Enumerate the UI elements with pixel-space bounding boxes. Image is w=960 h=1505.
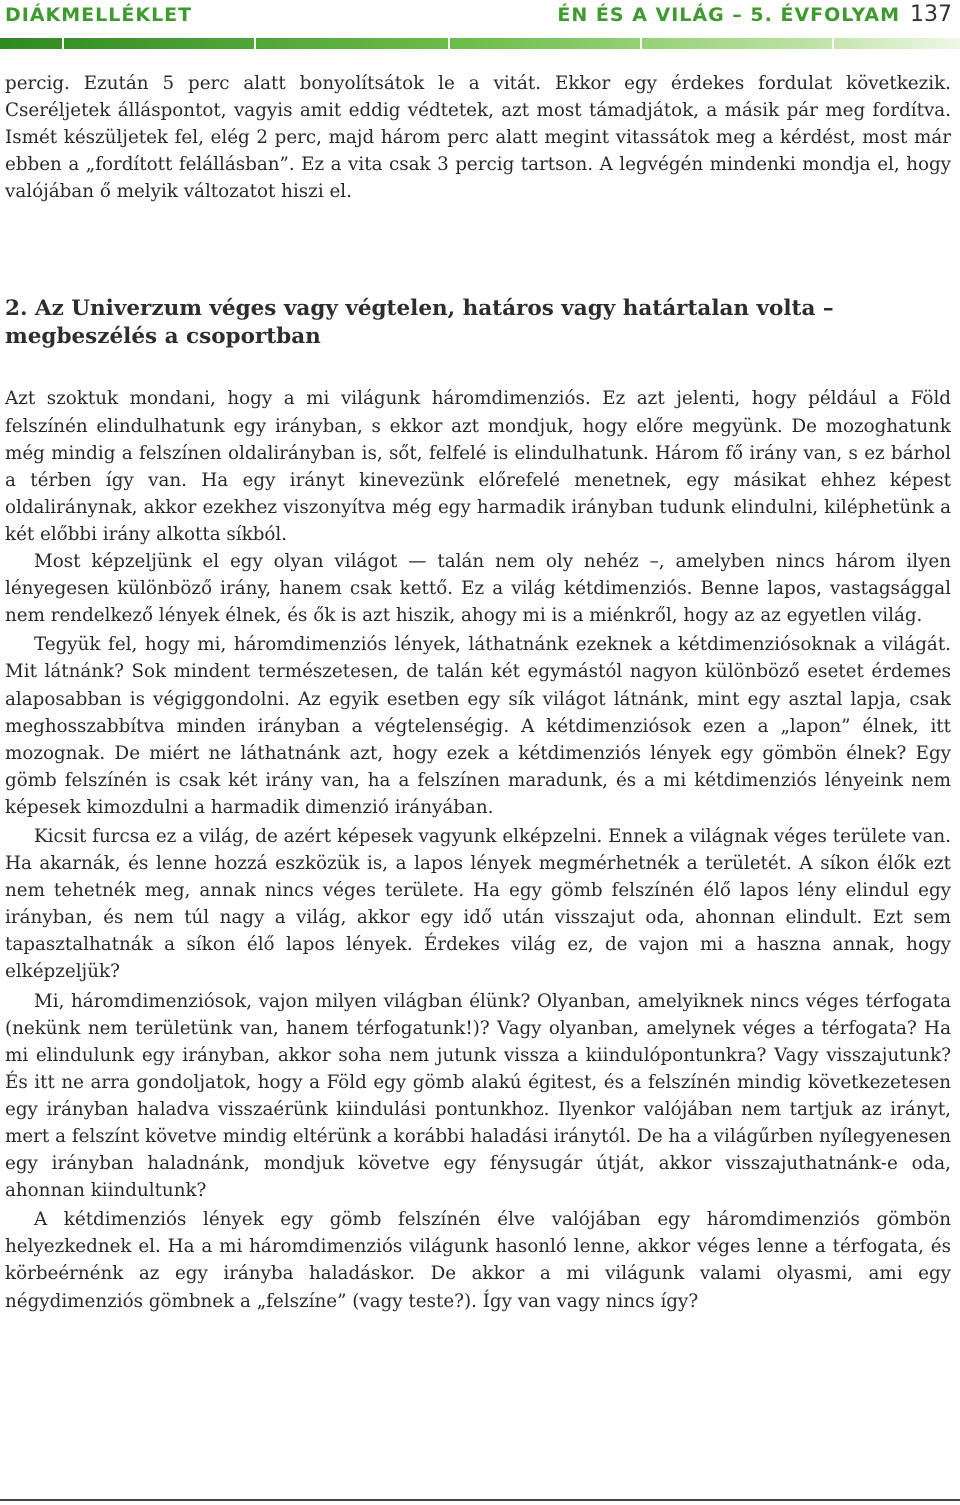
rule-tick (448, 38, 450, 49)
body-paragraph: Mi, háromdimenziósok, vajon milyen világban élünk? Olyanban, amelyiknek nincs véges térfogata (nekünk nem területünk van, hanem térfogatunk!)? Vagy olyanban, amelynek véges a térfogata? Ha mi elindulunk egy irányban, akkor soha nem jutunk vissza a kiindulópontunkra? Vagy visszajutunk? És itt ne arra gondoljatok, hogy a Föld egy gömb alakú égitest, és a felszínén mindig következetesen egy irányban haladva visszaérünk kiindulási pontunkhoz. Ilyenkor valójában nem tartjuk az irányt, mert a felszínt követve mindig eltérünk a korábbi haladási iránytól. De ha a világűrben nyílegyenesen egy irányban haladnánk, mondjuk követve egy fénysugár útját, akkor visszajuthatnánk-e oda, ahonnan kiindultunk? (5, 990, 951, 1202)
page-number: 137 (910, 2, 952, 27)
body-paragraph: Azt szoktuk mondani, hogy a mi világunk háromdimenziós. Ez azt jelenti, hogy például a Föld felszínén elindulhatunk egy irányban, s ekkor azt mondjuk, hogy előre megyünk. De mozoghatunk még mindig a felszínen oldalirányban is, sőt, felfelé is elindulhatunk. Három fő irány van, s ez bárhol a térben így van. Ha egy irányt kinevezünk előrefelé menetnek, egy másikat ehhez képest oldaliránynak, akkor ezekhez viszonyítva még egy harmadik irányban tudunk elindulni, kiléphetünk a két előbbi irány alkotta síkból. (5, 388, 951, 545)
header-right-title: ÉN ÉS A VILÁG – 5. ÉVFOLYAM (557, 4, 900, 26)
page-content (5, 70, 951, 1315)
body-paragraph: Kicsit furcsa ez a világ, de azért képesek vagyunk elképzelni. Ennek a világnak véges területe van. Ha akarnák, és lenne hozzá eszközük is, a lapos lények megmérhetnék a területét. A síkon élők ezt nem tehetnék meg, annak nincs véges területe. Ha egy gömb felszínén élő lapos lény elindul egy irányban, és nem túl nagy a világ, akkor egy idő után visszajut oda, ahonnan elindult. Ezt sem tapasztalhatnák a síkon élő lapos lények. Érdekes világ ez, de vajon mi a haszna annak, hogy elképzeljük? (5, 825, 951, 983)
page-header (0, 0, 960, 30)
body-paragraph: Tegyük fel, hogy mi, háromdimenziós lények, láthatnánk ezeknek a kétdimenziósoknak a világát. Mit látnánk? Sok mindent természetesen, de talán két egymástól nagyon különböző esetet érdemes alaposabban is végiggondolni. Az egyik esetben egy sík világot látnánk, mint egy asztal lapja, csak meghosszabbítva minden irányban a végtelenségig. A kétdimenziósok ezen a „lapon” élnek, itt mozognak. De miért ne láthatnánk azt, hogy ezek a kétdimenziós lények egy gömbön élnek? Egy gömb felszínén is csak két irány van, ha a felszínen maradunk, és a mi kétdimenziós lényeink nem képesek kimozdulni a harmadik dimenzió irányában. (5, 634, 951, 818)
body-paragraph: A kétdimenziós lények egy gömb felszínén élve valójában egy háromdimenziós gömbön helyezkednek el. Ha a mi háromdimenziós világunk hasonló lenne, akkor véges lenne a térfogata, és körbeérnénk az egy irányba haladáskor. De akkor a mi világunk valami olyasmi, ami egy négydimenziós gömbnek a „felszíne” (vagy teste?). Így van vagy nincs így? (5, 1209, 951, 1312)
rule-tick (254, 38, 256, 49)
header-left-title: DIÁKMELLÉKLET (5, 4, 193, 26)
section-title: 2. Az Univerzum véges vagy végtelen, határos vagy határtalan volta – megbeszélés a csoportban (5, 296, 834, 350)
header-gradient-rule (0, 38, 960, 49)
footer-rule (0, 1499, 960, 1501)
rule-tick (62, 38, 64, 49)
rule-tick (832, 38, 834, 49)
rule-tick (640, 38, 642, 49)
intro-paragraph: percig. Ezután 5 perc alatt bonyolítsátok le a vitát. Ekkor egy érdekes fordulat következik. Cseréljetek álláspontot, vagyis amit eddig védtetek, azt most támadjátok, a másik pár meg fordítva. Ismét készüljetek fel, elég 2 perc, majd három perc alatt megint vitassátok meg a kérdést, most már ebben a „fordított felállásban”. Ez a vita csak 3 percig tartson. A legvégén mindenki mondja el, hogy valójában ő melyik változatot hiszi el. (5, 73, 951, 203)
body-paragraph: Most képzeljünk el egy olyan világot — talán nem oly nehéz –, amelyben nincs három ilyen lényegesen különböző irány, hanem csak kettő. Ez a világ kétdimenziós. Benne lapos, vastagsággal nem rendelkező lények élnek, és ők is azt hiszik, ahogy mi is a miénkről, hogy az az egyetlen világ. (5, 551, 951, 627)
